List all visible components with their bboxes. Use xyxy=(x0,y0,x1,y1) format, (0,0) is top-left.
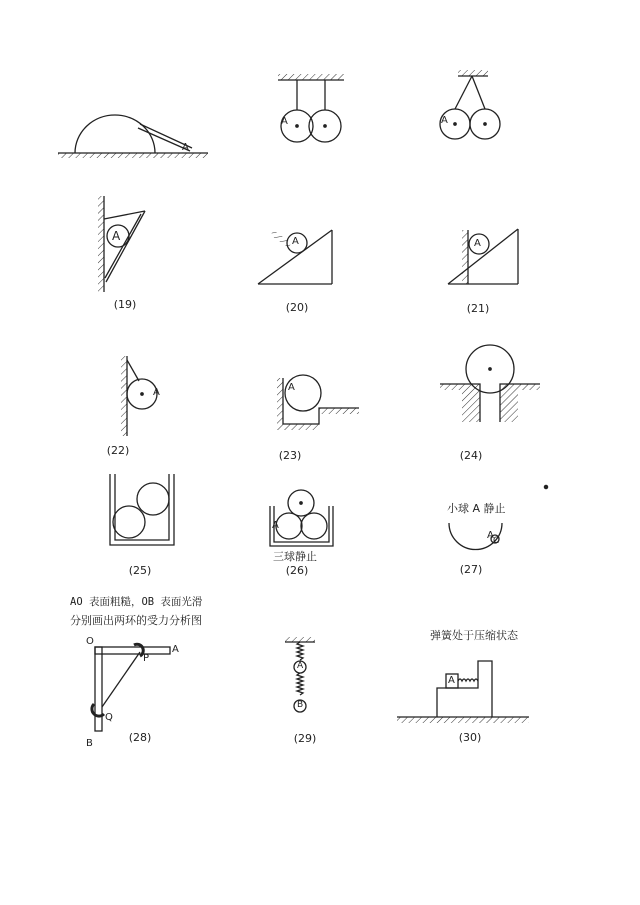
caption-26: (26) xyxy=(285,564,309,577)
figure-24 xyxy=(440,345,540,422)
label-q-28: Q xyxy=(105,712,113,723)
label-a-30: A xyxy=(448,675,455,686)
label-a-rod: A xyxy=(182,142,189,153)
label-a-hanging: A xyxy=(281,116,288,127)
note-ball-a-static: 小球 A 静止 xyxy=(447,502,506,515)
label-a-19: A xyxy=(112,229,121,243)
caption-20: (20) xyxy=(285,301,309,314)
figure-two-balls-single-point xyxy=(440,70,500,139)
figure-30 xyxy=(397,661,529,723)
caption-29: (29) xyxy=(293,732,317,745)
caption-19: (19) xyxy=(113,298,137,311)
note-ao-rough: AO 表面粗糙，OB 表面光滑 xyxy=(70,596,203,608)
label-a-23: A xyxy=(288,382,295,393)
figure-28 xyxy=(92,644,170,731)
label-a-29: A xyxy=(297,661,304,671)
label-a-26: A xyxy=(272,520,279,531)
label-o-28: O xyxy=(86,636,94,647)
label-a-22: A xyxy=(153,387,160,398)
note-balls-static: 三球静止 xyxy=(273,550,317,563)
note-spring-compressed: 弹簧处于压缩状态 xyxy=(430,629,518,642)
caption-23: (23) xyxy=(278,449,302,462)
caption-22: (22) xyxy=(106,444,130,457)
label-b-28: B xyxy=(86,738,93,749)
caption-28: (28) xyxy=(128,731,152,744)
label-a-28: A xyxy=(172,644,179,655)
figure-19 xyxy=(98,196,145,292)
label-a-20: A xyxy=(292,236,299,247)
figure-22 xyxy=(121,356,157,436)
caption-25: (25) xyxy=(128,564,152,577)
label-p-28: P xyxy=(143,653,150,664)
figure-25 xyxy=(110,474,174,545)
label-a-27: A xyxy=(487,530,494,541)
caption-27: (27) xyxy=(459,563,483,576)
caption-24: (24) xyxy=(459,449,483,462)
note-draw-forces: 分别画出两环的受力分析图 xyxy=(70,614,202,627)
figure-21 xyxy=(448,229,518,284)
label-c-27: C xyxy=(493,536,500,546)
label-b-29: B xyxy=(297,700,304,710)
caption-30: (30) xyxy=(458,731,482,744)
caption-21: (21) xyxy=(466,302,490,315)
figure-26 xyxy=(270,490,333,546)
label-a-21: A xyxy=(474,238,481,249)
label-a-single-point: A xyxy=(441,115,448,126)
figure-two-hanging-balls xyxy=(278,74,344,142)
